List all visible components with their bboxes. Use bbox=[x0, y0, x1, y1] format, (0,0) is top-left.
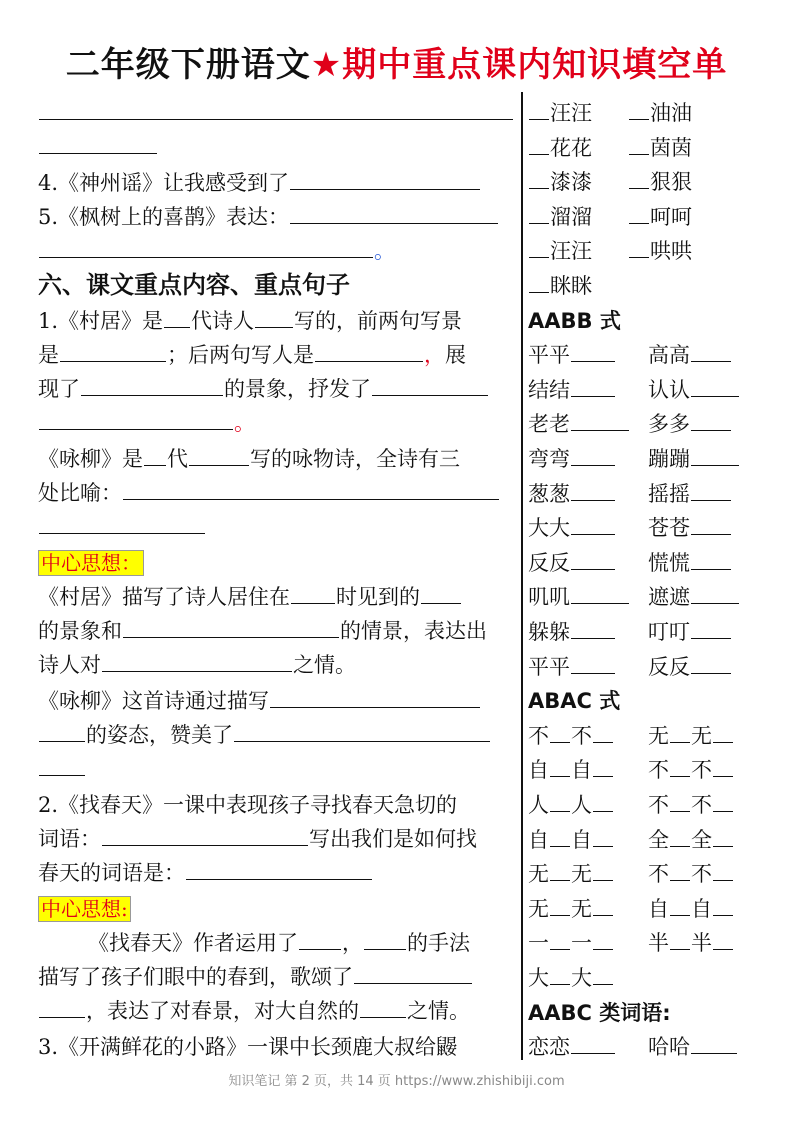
fill-blank[interactable] bbox=[189, 443, 249, 466]
page-footer: 知识笔记 第 2 页，共 14 页 https://www.zhishibiji.com bbox=[228, 1074, 565, 1089]
word-text: 全 bbox=[691, 827, 712, 852]
word-cell bbox=[528, 131, 592, 165]
fill-blank[interactable] bbox=[550, 789, 570, 812]
word-text: 慌慌 bbox=[648, 550, 690, 575]
word-text: 恋恋 bbox=[528, 1035, 570, 1060]
word-text: 不 bbox=[528, 723, 549, 748]
word-cell bbox=[628, 131, 692, 165]
word-text: 自 bbox=[528, 827, 549, 852]
yongliu-line3 bbox=[38, 510, 206, 544]
word-cell bbox=[648, 373, 740, 407]
word-cell bbox=[648, 580, 740, 614]
word-cell bbox=[528, 96, 592, 130]
word-text: 不 bbox=[691, 862, 712, 887]
fill-blank[interactable] bbox=[550, 720, 570, 743]
fill-blank[interactable] bbox=[593, 720, 613, 743]
fill-blank[interactable] bbox=[593, 927, 613, 950]
word-cell bbox=[648, 1030, 738, 1064]
word-cell bbox=[528, 546, 616, 580]
fill-blank[interactable] bbox=[571, 339, 615, 362]
fill-blank[interactable] bbox=[123, 615, 339, 638]
fill-blank[interactable] bbox=[713, 789, 733, 812]
fill-blank[interactable] bbox=[270, 685, 480, 708]
section-6-heading: 六、课文重点内容、重点句子 bbox=[38, 271, 350, 299]
fill-blank[interactable] bbox=[39, 719, 85, 742]
fill-blank[interactable] bbox=[691, 651, 731, 674]
fill-blank[interactable] bbox=[529, 132, 549, 155]
fill-blank[interactable] bbox=[670, 858, 690, 881]
word-text: 茵茵 bbox=[650, 135, 692, 160]
word-text: 躲躲 bbox=[528, 620, 570, 644]
fill-blank[interactable] bbox=[670, 927, 690, 950]
word-cell bbox=[528, 650, 616, 684]
q1-line4: 。 bbox=[38, 406, 255, 440]
word-cell bbox=[628, 165, 692, 199]
word-cell bbox=[528, 373, 616, 407]
fill-blank[interactable] bbox=[571, 651, 615, 674]
q2-line3: 春天的词语是： bbox=[38, 856, 373, 890]
fill-blank[interactable] bbox=[550, 824, 570, 847]
abac-heading: ABAC 式 bbox=[528, 689, 621, 714]
word-cell bbox=[648, 477, 732, 511]
fill-blank[interactable] bbox=[629, 235, 649, 258]
word-text: 高高 bbox=[648, 343, 690, 368]
fill-blank[interactable] bbox=[691, 374, 739, 397]
fill-blank[interactable] bbox=[691, 478, 731, 501]
word-cell bbox=[648, 788, 734, 822]
cunju-line1: 《村居》描写了诗人居住在 时见到的 bbox=[38, 580, 462, 614]
word-text: 反反 bbox=[648, 654, 690, 679]
aabc-heading: AABC 类词语: bbox=[528, 1000, 671, 1025]
fill-blank[interactable] bbox=[39, 407, 233, 430]
aabb-heading: AABB 式 bbox=[528, 308, 621, 333]
q1-line2: 是 ；后两句写人是 ，展 bbox=[38, 338, 466, 372]
word-text: 弯弯 bbox=[528, 447, 570, 471]
fill-blank[interactable] bbox=[691, 1031, 737, 1054]
fill-blank[interactable] bbox=[102, 649, 292, 672]
zct-line1: 《找春天》作者运用了 ， 的手法 bbox=[38, 926, 470, 960]
word-cell bbox=[528, 442, 616, 476]
word-text: 多多 bbox=[648, 412, 690, 437]
fill-blank[interactable] bbox=[255, 305, 293, 328]
page-title bbox=[0, 40, 793, 90]
word-text: 不 bbox=[648, 862, 669, 887]
word-text: 葱葱 bbox=[528, 481, 570, 506]
word-text: 哈哈 bbox=[648, 1035, 690, 1060]
word-text: 大 bbox=[571, 966, 592, 990]
cunju-line3: 诗人对 之情。 bbox=[38, 648, 356, 682]
word-text: 苍苍 bbox=[648, 516, 690, 541]
zct-line2: 描写了孩子们眼中的春到，歌颂了 bbox=[38, 960, 473, 994]
word-cell bbox=[528, 1030, 616, 1064]
word-text: 眯眯 bbox=[550, 274, 592, 298]
fill-blank[interactable] bbox=[593, 858, 613, 881]
word-text: 油油 bbox=[650, 101, 692, 125]
word-cell bbox=[528, 926, 614, 960]
fill-blank[interactable] bbox=[691, 339, 731, 362]
q1-line3: 现了 的景象，抒发了 bbox=[38, 372, 489, 406]
fill-blank[interactable] bbox=[629, 97, 649, 120]
fill-blank[interactable] bbox=[299, 927, 341, 950]
fill-blank[interactable] bbox=[571, 443, 615, 466]
word-cell bbox=[648, 719, 734, 753]
word-text: 狠狠 bbox=[650, 170, 692, 195]
word-cell bbox=[528, 961, 614, 995]
word-cell bbox=[528, 477, 616, 511]
fill-blank[interactable] bbox=[691, 408, 731, 431]
fill-blank[interactable] bbox=[529, 166, 549, 189]
word-text: 大 bbox=[528, 966, 549, 990]
fill-blank[interactable] bbox=[571, 408, 629, 431]
word-text: 不 bbox=[571, 723, 592, 748]
word-text: 无 bbox=[571, 862, 592, 887]
word-cell bbox=[528, 234, 592, 268]
word-cell bbox=[528, 823, 614, 857]
fill-blank[interactable] bbox=[571, 512, 615, 535]
q3-line1: 3.《开满鲜花的小路》一课中长颈鹿大叔给鼹 bbox=[38, 1035, 458, 1059]
word-text: 叮叮 bbox=[648, 620, 690, 644]
word-cell bbox=[648, 650, 732, 684]
word-text: 漆漆 bbox=[550, 170, 592, 195]
title-star: ★ bbox=[310, 45, 343, 85]
fill-blank[interactable] bbox=[691, 443, 739, 466]
fill-blank[interactable] bbox=[529, 270, 549, 293]
yongliu-line1: 《咏柳》是 代 写的咏物诗，全诗有三 bbox=[38, 442, 460, 476]
line-continued bbox=[38, 96, 514, 130]
fill-blank[interactable] bbox=[713, 893, 733, 916]
word-cell bbox=[648, 892, 734, 926]
word-text: 全 bbox=[648, 827, 669, 852]
yongliu2-line3 bbox=[38, 752, 86, 786]
center-thought-label-1: 中心思想： bbox=[38, 546, 144, 580]
item-4: 4.《神州谣》让我感受到了 bbox=[38, 166, 481, 200]
word-text: 无 bbox=[571, 896, 592, 921]
fill-blank[interactable] bbox=[290, 167, 480, 190]
fill-blank[interactable] bbox=[571, 547, 615, 570]
fill-blank[interactable] bbox=[421, 581, 461, 604]
fill-blank[interactable] bbox=[713, 927, 733, 950]
word-cell bbox=[528, 338, 616, 372]
fill-blank[interactable] bbox=[550, 962, 570, 985]
fill-blank[interactable] bbox=[571, 581, 629, 604]
word-text: 老老 bbox=[528, 412, 570, 437]
fill-blank[interactable] bbox=[571, 374, 615, 397]
word-cell bbox=[648, 338, 732, 372]
fill-blank[interactable] bbox=[529, 97, 549, 120]
fill-blank[interactable] bbox=[571, 478, 615, 501]
fill-blank[interactable] bbox=[593, 962, 613, 985]
word-text: 自 bbox=[648, 896, 669, 921]
word-text: 平平 bbox=[528, 343, 570, 368]
word-text: 人 bbox=[571, 793, 592, 817]
zct-line3: ，表达了对春景，对大自然的 之情。 bbox=[38, 994, 470, 1028]
word-cell bbox=[648, 857, 734, 891]
word-text: 自 bbox=[571, 827, 592, 852]
word-text: 溜溜 bbox=[550, 204, 592, 229]
fill-blank[interactable] bbox=[364, 927, 406, 950]
word-cell bbox=[628, 96, 692, 130]
fill-blank[interactable] bbox=[691, 512, 731, 535]
fill-blank[interactable] bbox=[713, 858, 733, 881]
fill-blank[interactable] bbox=[60, 339, 166, 362]
fill-blank[interactable] bbox=[123, 477, 499, 500]
fill-blank[interactable] bbox=[713, 754, 733, 777]
word-text: 哄哄 bbox=[650, 239, 692, 264]
fill-blank[interactable] bbox=[571, 1031, 615, 1054]
fill-blank[interactable] bbox=[670, 789, 690, 812]
fill-blank[interactable] bbox=[691, 547, 731, 570]
word-text: 不 bbox=[648, 758, 669, 783]
fill-blank[interactable] bbox=[102, 823, 308, 846]
title-red: 期中重点课内知识填空单 bbox=[342, 45, 728, 85]
item-5: 5.《枫树上的喜鹊》表达： bbox=[38, 200, 499, 234]
word-cell bbox=[648, 823, 734, 857]
fill-blank[interactable] bbox=[291, 581, 335, 604]
word-text: 自 bbox=[571, 758, 592, 783]
fill-blank[interactable] bbox=[39, 97, 513, 120]
word-text: 汪汪 bbox=[550, 101, 592, 125]
fill-blank[interactable] bbox=[360, 995, 406, 1018]
fill-blank[interactable] bbox=[713, 824, 733, 847]
yongliu-line2: 处比喻： bbox=[38, 476, 500, 510]
fill-blank[interactable] bbox=[550, 893, 570, 916]
fill-blank[interactable] bbox=[691, 616, 731, 639]
fill-blank[interactable] bbox=[550, 858, 570, 881]
word-cell bbox=[648, 546, 732, 580]
fill-blank[interactable] bbox=[629, 132, 649, 155]
word-cell bbox=[528, 200, 592, 234]
cunju-line2: 的景象和 的情景，表达出 bbox=[38, 614, 487, 648]
word-cell bbox=[528, 407, 630, 441]
item-5-cont: 。 bbox=[38, 234, 395, 268]
word-text: 无 bbox=[691, 723, 712, 748]
word-text: 不 bbox=[691, 758, 712, 783]
word-text: 结结 bbox=[528, 377, 570, 402]
word-cell bbox=[528, 788, 614, 822]
center-thought-label-2: 中心思想: bbox=[38, 892, 131, 926]
fill-blank[interactable] bbox=[593, 893, 613, 916]
word-text: 半 bbox=[648, 931, 669, 956]
word-text: 自 bbox=[528, 758, 549, 783]
word-cell bbox=[528, 511, 616, 545]
fill-blank[interactable] bbox=[39, 995, 85, 1018]
word-cell bbox=[648, 511, 732, 545]
word-cell bbox=[648, 615, 732, 649]
fill-blank[interactable] bbox=[550, 754, 570, 777]
word-text: 大大 bbox=[528, 516, 570, 541]
word-cell bbox=[648, 442, 740, 476]
word-text: 自 bbox=[691, 896, 712, 921]
fill-blank[interactable] bbox=[629, 166, 649, 189]
word-cell bbox=[528, 857, 614, 891]
fill-blank[interactable] bbox=[81, 373, 223, 396]
q2-line2: 词语： 写出我们是如何找 bbox=[38, 822, 477, 856]
fill-blank[interactable] bbox=[39, 753, 85, 776]
word-cell bbox=[528, 892, 614, 926]
word-text: 人 bbox=[528, 793, 549, 817]
column-divider bbox=[521, 92, 523, 1060]
word-text: 无 bbox=[528, 862, 549, 887]
line-continued-2 bbox=[38, 130, 158, 164]
fill-blank[interactable] bbox=[571, 616, 615, 639]
fill-blank[interactable] bbox=[234, 719, 490, 742]
word-text: 不 bbox=[691, 793, 712, 817]
q1-line1: 1.《村居》是 代诗人 写的，前两句写景 bbox=[38, 304, 462, 338]
word-text: 叽叽 bbox=[528, 585, 570, 610]
word-text: 一 bbox=[571, 931, 592, 956]
word-cell bbox=[628, 234, 692, 268]
fill-blank[interactable] bbox=[39, 511, 205, 534]
fill-blank[interactable] bbox=[593, 789, 613, 812]
word-cell bbox=[528, 753, 614, 787]
word-text: 摇摇 bbox=[648, 481, 690, 506]
fill-blank[interactable] bbox=[186, 857, 372, 880]
title-black: 二年级下册语文 bbox=[65, 45, 311, 85]
fill-blank[interactable] bbox=[670, 824, 690, 847]
q2-line1: 2.《找春天》一课中表现孩子寻找春天急切的 bbox=[38, 793, 458, 817]
word-text: 花花 bbox=[550, 135, 592, 160]
fill-blank[interactable] bbox=[372, 373, 488, 396]
word-text: 不 bbox=[648, 793, 669, 817]
fill-blank[interactable] bbox=[354, 961, 472, 984]
word-cell bbox=[628, 200, 692, 234]
fill-blank[interactable] bbox=[670, 754, 690, 777]
word-cell bbox=[528, 580, 630, 614]
fill-blank[interactable] bbox=[39, 235, 373, 258]
fill-blank[interactable] bbox=[713, 720, 733, 743]
word-text: 无 bbox=[648, 723, 669, 748]
word-text: 蹦蹦 bbox=[648, 447, 690, 471]
word-text: 呵呵 bbox=[650, 204, 692, 229]
word-cell bbox=[528, 615, 616, 649]
fill-blank[interactable] bbox=[315, 339, 423, 362]
fill-blank[interactable] bbox=[550, 927, 570, 950]
yongliu2-line1: 《咏柳》这首诗通过描写 bbox=[38, 684, 481, 718]
fill-blank[interactable] bbox=[39, 131, 157, 154]
fill-blank[interactable] bbox=[691, 581, 739, 604]
fill-blank[interactable] bbox=[629, 201, 649, 224]
word-text: 半 bbox=[691, 931, 712, 956]
word-cell bbox=[528, 719, 614, 753]
fill-blank[interactable] bbox=[164, 305, 190, 328]
word-text: 汪汪 bbox=[550, 239, 592, 264]
word-cell bbox=[648, 407, 732, 441]
fill-blank[interactable] bbox=[529, 235, 549, 258]
fill-blank[interactable] bbox=[529, 201, 549, 224]
fill-blank[interactable] bbox=[593, 824, 613, 847]
word-cell bbox=[528, 165, 592, 199]
word-text: 无 bbox=[528, 896, 549, 921]
word-text: 一 bbox=[528, 931, 549, 956]
fill-blank[interactable] bbox=[670, 720, 690, 743]
word-text: 认认 bbox=[648, 377, 690, 402]
word-cell bbox=[648, 753, 734, 787]
fill-blank[interactable] bbox=[670, 893, 690, 916]
fill-blank[interactable] bbox=[290, 201, 498, 224]
word-cell bbox=[528, 269, 592, 303]
word-text: 遮遮 bbox=[648, 585, 690, 610]
word-text: 反反 bbox=[528, 550, 570, 575]
fill-blank[interactable] bbox=[144, 443, 166, 466]
yongliu2-line2: 的姿态，赞美了 bbox=[38, 718, 491, 752]
word-text: 平平 bbox=[528, 654, 570, 679]
fill-blank[interactable] bbox=[593, 754, 613, 777]
word-cell bbox=[648, 926, 734, 960]
